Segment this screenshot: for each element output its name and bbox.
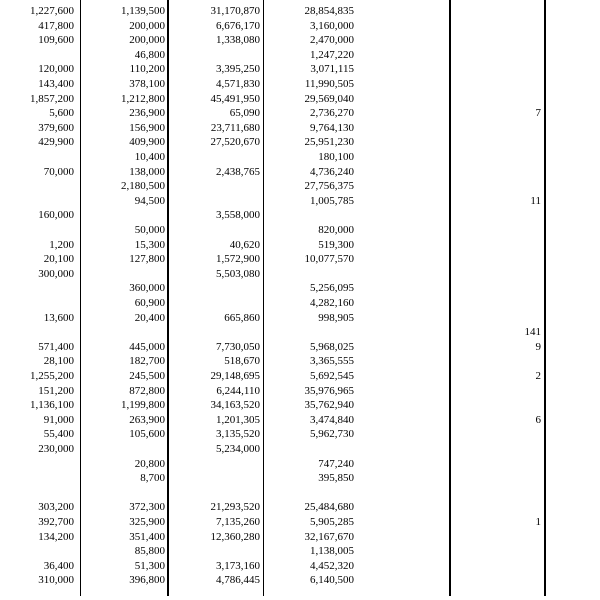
table-cell-col2: 378,100	[129, 78, 165, 90]
table-row	[0, 4, 600, 18]
table-cell-col4: 180,100	[318, 151, 354, 163]
table-cell-col1: 109,600	[38, 34, 74, 47]
table-cell-col1: 379,600	[38, 121, 74, 134]
table-cell-col2: 46,800	[134, 48, 165, 61]
table-row	[0, 573, 600, 587]
table-row	[0, 515, 600, 529]
table-row	[0, 252, 600, 266]
table-cell-col2: 200,000	[129, 19, 165, 32]
table-cell-col4: 5,905,285	[310, 516, 354, 528]
table-cell-col4: 10,077,570	[304, 253, 354, 266]
table-cell-col4: 3,365,555	[310, 355, 354, 368]
table-cell-col5: 141	[524, 326, 541, 339]
table-cell-col2: 1,199,800	[121, 399, 165, 412]
table-row	[0, 413, 600, 427]
table-cell-col1: 28,100	[43, 355, 74, 368]
table-cell-col1: 300,000	[38, 267, 74, 280]
table-cell-col3: 23,711,680	[210, 121, 260, 134]
table-cell-col3: 1,201,305	[216, 413, 260, 426]
table-row	[0, 150, 600, 164]
table-cell-col3: 65,090	[229, 107, 260, 120]
table-cell-col4: 1,005,785	[310, 194, 354, 207]
table-cell-col4: 25,484,680	[304, 501, 354, 514]
table-cell-col3: 1,338,080	[216, 34, 260, 47]
table-row	[0, 238, 600, 252]
table-row	[0, 281, 600, 295]
table-cell-col1: 91,000	[43, 413, 74, 426]
table-row	[0, 296, 600, 310]
table-cell-col4: 5,968,025	[310, 340, 354, 353]
table-cell-col3: 4,786,445	[216, 574, 260, 587]
table-cell-col4: 28,854,835	[304, 5, 354, 17]
table-row	[0, 471, 600, 485]
table-cell-col3: 29,148,695	[210, 370, 260, 382]
table-row	[0, 62, 600, 76]
table-cell-col2: 236,900	[129, 107, 165, 120]
table-cell-col5: 6	[535, 413, 541, 426]
table-cell-col2: 50,000	[134, 224, 165, 236]
table-cell-col2: 60,900	[134, 297, 165, 309]
table-cell-col1: 70,000	[43, 165, 74, 178]
table-cell-col2: 396,800	[129, 574, 165, 587]
table-cell-col1: 143,400	[38, 78, 74, 90]
table-row	[0, 384, 600, 398]
table-cell-col5: 9	[535, 340, 541, 353]
table-row	[0, 19, 600, 33]
table-cell-col1: 392,700	[38, 516, 74, 528]
table-cell-col4: 6,140,500	[310, 574, 354, 587]
table-cell-col1: 1,255,200	[30, 370, 74, 382]
table-cell-col5: 1	[535, 516, 541, 528]
table-cell-col3: 665,860	[224, 311, 260, 324]
table-cell-col2: 263,900	[129, 413, 165, 426]
table-cell-col2: 1,139,500	[121, 5, 165, 17]
table-cell-col3: 3,558,000	[216, 209, 260, 222]
table-cell-col4: 519,300	[318, 238, 354, 251]
table-cell-col4: 35,976,965	[304, 384, 354, 397]
table-row	[0, 544, 600, 558]
table-cell-col3: 27,520,670	[210, 136, 260, 149]
table-cell-col3: 4,571,830	[216, 78, 260, 90]
table-cell-col1: 134,200	[38, 530, 74, 543]
table-cell-col4: 2,470,000	[310, 34, 354, 47]
table-row	[0, 179, 600, 193]
table-cell-col3: 1,572,900	[216, 253, 260, 266]
table-row	[0, 530, 600, 544]
table-cell-col4: 11,990,505	[304, 78, 354, 90]
table-cell-col2: 105,600	[129, 428, 165, 441]
table-row	[0, 106, 600, 120]
table-cell-col2: 360,000	[129, 282, 165, 295]
table-cell-col2: 51,300	[134, 559, 165, 572]
table-cell-col2: 325,900	[129, 516, 165, 528]
table-row	[0, 48, 600, 62]
table-cell-col1: 151,200	[38, 384, 74, 397]
table-row	[0, 457, 600, 471]
table-cell-col4: 1,247,220	[310, 48, 354, 61]
table-row	[0, 340, 600, 354]
table-cell-col2: 94,500	[134, 194, 165, 207]
table-cell-col4: 3,071,115	[310, 63, 354, 76]
table-cell-col3: 21,293,520	[210, 501, 260, 514]
table-cell-col1: 160,000	[38, 209, 74, 222]
table-cell-col4: 395,850	[318, 472, 354, 485]
table-cell-col4: 747,240	[318, 457, 354, 470]
table-cell-col2: 1,212,800	[121, 92, 165, 105]
table-cell-col4: 32,167,670	[304, 530, 354, 543]
table-cell-col3: 2,438,765	[216, 165, 260, 178]
table-cell-col4: 5,692,545	[310, 370, 354, 382]
table-cell-col5: 7	[535, 107, 541, 120]
table-row	[0, 325, 600, 339]
table-cell-col2: 20,400	[134, 311, 165, 324]
table-cell-col4: 3,160,000	[310, 19, 354, 32]
table-cell-col2: 872,800	[129, 384, 165, 397]
table-cell-col4: 25,951,230	[304, 136, 354, 149]
table-cell-col3: 5,503,080	[216, 267, 260, 280]
table-cell-col1: 36,400	[43, 559, 74, 572]
table-cell-col3: 6,244,110	[216, 384, 260, 397]
table-cell-col5: 2	[535, 370, 541, 382]
table-cell-col3: 34,163,520	[210, 399, 260, 412]
table-row	[0, 33, 600, 47]
table-cell-col2: 409,900	[129, 136, 165, 149]
table-cell-col4: 3,474,840	[310, 413, 354, 426]
table-cell-col3: 40,620	[229, 238, 260, 251]
table-row	[0, 121, 600, 135]
table-cell-col4: 27,756,375	[304, 180, 354, 193]
table-row	[0, 354, 600, 368]
table-cell-col5: 11	[530, 194, 541, 207]
table-cell-col2: 445,000	[129, 340, 165, 353]
table-row	[0, 135, 600, 149]
table-cell-col1: 310,000	[38, 574, 74, 587]
table-cell-col1: 1,857,200	[30, 92, 74, 105]
table-cell-col4: 9,764,130	[310, 121, 354, 134]
table-cell-col2: 245,500	[129, 370, 165, 382]
table-row	[0, 500, 600, 514]
table-row	[0, 311, 600, 325]
table-cell-col3: 5,234,000	[216, 443, 260, 455]
table-row	[0, 208, 600, 222]
table-cell-col4: 4,282,160	[310, 297, 354, 309]
table-cell-col3: 12,360,280	[210, 530, 260, 543]
table-row	[0, 369, 600, 383]
table-row	[0, 165, 600, 179]
table-cell-col4: 2,736,270	[310, 107, 354, 120]
table-cell-col2: 110,200	[129, 63, 165, 76]
table-row	[0, 267, 600, 281]
table-cell-col1: 571,400	[38, 340, 74, 353]
table-cell-col2: 2,180,500	[121, 180, 165, 193]
table-row	[0, 398, 600, 412]
table-cell-col4: 820,000	[318, 224, 354, 236]
table-cell-col3: 3,395,250	[216, 63, 260, 76]
table-cell-col1: 429,900	[38, 136, 74, 149]
table-row	[0, 427, 600, 441]
table-row	[0, 559, 600, 573]
table-cell-col4: 4,452,320	[310, 559, 354, 572]
table-cell-col2: 182,700	[129, 355, 165, 368]
table-cell-col3: 7,135,260	[216, 516, 260, 528]
table-row	[0, 442, 600, 456]
table-cell-col4: 998,905	[318, 311, 354, 324]
table-cell-col2: 20,800	[134, 457, 165, 470]
table-cell-col2: 15,300	[134, 238, 165, 251]
table-cell-col2: 138,000	[129, 165, 165, 178]
table-cell-col3: 7,730,050	[216, 340, 260, 353]
table-cell-col4: 4,736,240	[310, 165, 354, 178]
table-cell-col1: 1,227,600	[30, 5, 74, 17]
table-cell-col3: 518,670	[224, 355, 260, 368]
table-cell-col3: 45,491,950	[210, 92, 260, 105]
table-cell-col2: 372,300	[129, 501, 165, 514]
table-row	[0, 486, 600, 500]
table-row	[0, 223, 600, 237]
table-cell-col1: 13,600	[43, 311, 74, 324]
table-cell-col2: 156,900	[129, 121, 165, 134]
table-cell-col1: 1,136,100	[30, 399, 74, 412]
table-row	[0, 194, 600, 208]
table-cell-col2: 8,700	[140, 472, 165, 485]
table-cell-col3: 6,676,170	[216, 19, 260, 32]
table-cell-col2: 85,800	[134, 545, 165, 558]
table-cell-col3: 3,173,160	[216, 559, 260, 572]
table-row	[0, 77, 600, 91]
table-cell-col4: 1,138,005	[310, 545, 354, 558]
table-cell-col1: 120,000	[38, 63, 74, 76]
table-cell-col4: 5,256,095	[310, 282, 354, 295]
table-cell-col3: 3,135,520	[216, 428, 260, 441]
table-cell-col1: 230,000	[38, 443, 74, 455]
table-cell-col1: 5,600	[49, 107, 74, 120]
table-cell-col1: 55,400	[43, 428, 74, 441]
table-cell-col3: 31,170,870	[210, 5, 260, 17]
table-cell-col1: 1,200	[49, 238, 74, 251]
table-cell-col2: 200,000	[129, 34, 165, 47]
table-cell-col1: 20,100	[43, 253, 74, 266]
table-cell-col1: 417,800	[38, 19, 74, 32]
table-cell-col4: 5,962,730	[310, 428, 354, 441]
table-cell-col2: 351,400	[129, 530, 165, 543]
table-cell-col2: 10,400	[134, 151, 165, 163]
table-cell-col4: 29,569,040	[304, 92, 354, 105]
table-cell-col1: 303,200	[38, 501, 74, 514]
table-cell-col4: 35,762,940	[304, 399, 354, 412]
table-cell-col2: 127,800	[129, 253, 165, 266]
table-row	[0, 92, 600, 106]
